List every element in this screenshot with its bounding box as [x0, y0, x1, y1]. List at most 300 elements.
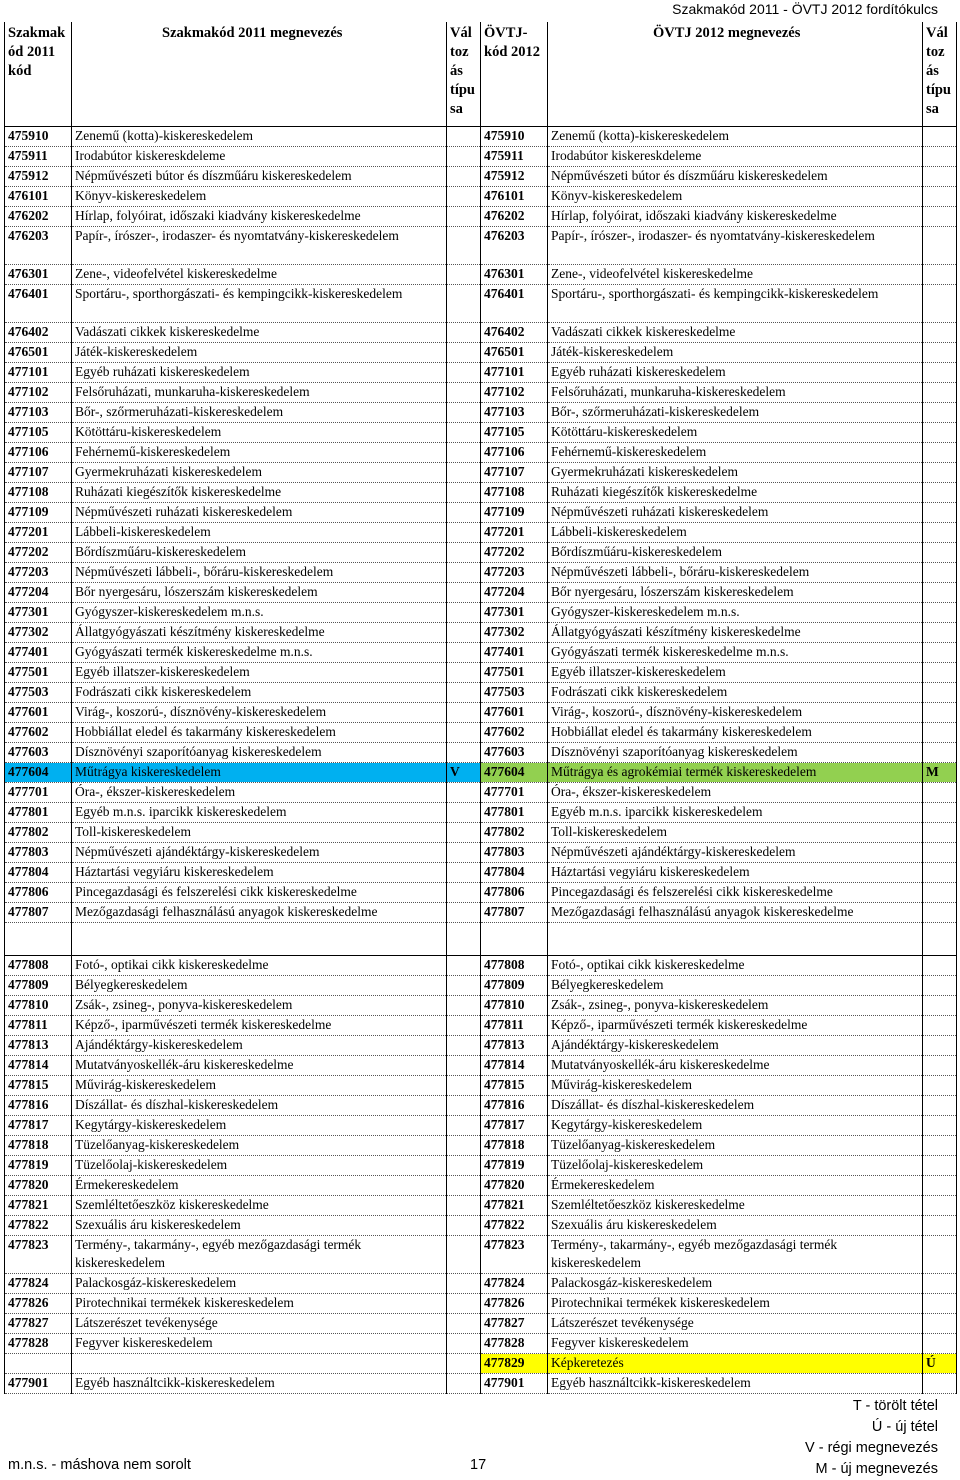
header-name-2012: ÖVTJ 2012 megnevezés: [548, 22, 923, 126]
table-row: [5, 502, 957, 522]
change-2011-cell: [447, 602, 481, 622]
change-2012-cell: [923, 482, 957, 502]
code-2011-cell: 477806: [5, 882, 72, 902]
name-2011-cell: Hobbiállat eledel és takarmány kiskereskedelem: [72, 722, 447, 742]
change-2011-cell: [447, 562, 481, 582]
code-2012-cell: 477101: [481, 362, 548, 382]
change-2011-cell: [447, 1035, 481, 1055]
name-2011-cell: Könyv-kiskereskedelem: [72, 186, 447, 206]
table-row: [5, 1353, 957, 1373]
code-2012-cell: 477826: [481, 1293, 548, 1313]
name-2011-cell: Egyéb illatszer-kiskereskedelem: [72, 662, 447, 682]
change-2011-cell: [447, 166, 481, 186]
change-2011-cell: [447, 1075, 481, 1095]
name-2011-cell: Népművészeti bútor és díszműáru kiskereskedelem: [72, 166, 447, 186]
change-2012-cell: [923, 1055, 957, 1075]
name-2011-cell: Fegyver kiskereskedelem: [72, 1333, 447, 1353]
code-2012-cell: 477203: [481, 562, 548, 582]
change-2012-cell: [923, 1333, 957, 1353]
name-2012-cell: Fehérnemű-kiskereskedelem: [548, 442, 923, 462]
name-2012-cell: Tüzelőolaj-kiskereskedelem: [548, 1155, 923, 1175]
change-2012-cell: [923, 602, 957, 622]
change-2011-cell: [447, 362, 481, 382]
code-2012-cell: 477806: [481, 882, 548, 902]
name-2012-cell: Állatgyógyászati készítmény kiskereskedelme: [548, 622, 923, 642]
change-2011-cell: [447, 1155, 481, 1175]
code-2011-cell: 477107: [5, 462, 72, 482]
name-2011-cell: Zene-, videofelvétel kiskereskedelme: [72, 264, 447, 284]
code-2012-cell: 476202: [481, 206, 548, 226]
table-body-part-1: [5, 126, 957, 922]
code-2011-cell: 475910: [5, 126, 72, 146]
change-2011-cell: [447, 975, 481, 995]
page-number: 17: [470, 1457, 487, 1473]
change-2012-cell: [923, 1155, 957, 1175]
table-row: [5, 1273, 957, 1293]
name-2012-cell: Egyéb illatszer-kiskereskedelem: [548, 662, 923, 682]
name-2011-cell: Sportáru-, sporthorgászati- és kempingcikk-kiskereskedelem: [72, 284, 447, 322]
code-2012-cell: 477810: [481, 995, 548, 1015]
change-2012-cell: [923, 995, 957, 1015]
change-2012-cell: Ú: [923, 1353, 957, 1373]
name-2011-cell: Fodrászati cikk kiskereskedelem: [72, 682, 447, 702]
code-2011-cell: 477202: [5, 542, 72, 562]
table-row: [5, 902, 957, 922]
change-2012-cell: [923, 342, 957, 362]
table-row: [5, 702, 957, 722]
name-2011-cell: Lábbeli-kiskereskedelem: [72, 522, 447, 542]
change-2011-cell: [447, 1095, 481, 1115]
name-2012-cell: Népművészeti lábbeli-, bőráru-kiskereskedelem: [548, 562, 923, 582]
table-row: [5, 602, 957, 622]
name-2012-cell: Zene-, videofelvétel kiskereskedelme: [548, 264, 923, 284]
name-2012-cell: Irodabútor kiskereskdeleme: [548, 146, 923, 166]
change-2011-cell: [447, 1195, 481, 1215]
name-2011-cell: Szemléltetőeszköz kiskereskedelme: [72, 1195, 447, 1215]
header-code-2012: ÖVTJ- kód 2012: [481, 22, 548, 126]
code-2011-cell: 477204: [5, 582, 72, 602]
change-2012-cell: [923, 1175, 957, 1195]
name-2012-cell: Vadászati cikkek kiskereskedelme: [548, 322, 923, 342]
code-2011-cell: 477701: [5, 782, 72, 802]
code-2012-cell: 477503: [481, 682, 548, 702]
table-row: [5, 1135, 957, 1155]
name-2012-cell: Kötöttáru-kiskereskedelem: [548, 422, 923, 442]
name-2012-cell: Látszerészet tevékenysége: [548, 1313, 923, 1333]
name-2011-cell: Szexuális áru kiskereskedelem: [72, 1215, 447, 1235]
code-2011-cell: 477823: [5, 1235, 72, 1273]
code-2011-cell: 477503: [5, 682, 72, 702]
name-2012-cell: Gyógyszer-kiskereskedelem m.n.s.: [548, 602, 923, 622]
table-row: [5, 264, 957, 284]
change-2011-cell: [447, 582, 481, 602]
code-2012-cell: 477102: [481, 382, 548, 402]
change-2012-cell: [923, 226, 957, 264]
change-2012-cell: [923, 362, 957, 382]
code-2012-cell: 477107: [481, 462, 548, 482]
name-2012-cell: Műtrágya és agrokémiai termék kiskereskedelem: [548, 762, 923, 782]
name-2012-cell: Dísznövényi szaporítóanyag kiskereskedelem: [548, 742, 923, 762]
code-2012-cell: 477816: [481, 1095, 548, 1115]
code-2012-cell: 477818: [481, 1135, 548, 1155]
change-2012-cell: [923, 1015, 957, 1035]
name-2012-cell: Díszállat- és díszhal-kiskereskedelem: [548, 1095, 923, 1115]
name-2012-cell: Mutatványoskellék-áru kiskereskedelme: [548, 1055, 923, 1075]
table-row: [5, 1035, 957, 1055]
name-2011-cell: Mezőgazdasági felhasználású anyagok kiskereskedelme: [72, 902, 447, 922]
code-2012-cell: 476301: [481, 264, 548, 284]
name-2011-cell: Toll-kiskereskedelem: [72, 822, 447, 842]
name-2011-cell: Gyógyszer-kiskereskedelem m.n.s.: [72, 602, 447, 622]
code-2012-cell: 477814: [481, 1055, 548, 1075]
name-2012-cell: Játék-kiskereskedelem: [548, 342, 923, 362]
name-2011-cell: Felsőruházati, munkaruha-kiskereskedelem: [72, 382, 447, 402]
code-2011-cell: 476401: [5, 284, 72, 322]
change-2012-cell: [923, 1195, 957, 1215]
name-2011-cell: Bélyegkereskedelem: [72, 975, 447, 995]
name-2012-cell: Fegyver kiskereskedelem: [548, 1333, 923, 1353]
table-row: [5, 126, 957, 146]
table-row: [5, 342, 957, 362]
change-2011-cell: [447, 902, 481, 922]
code-2011-cell: 477604: [5, 762, 72, 782]
name-2012-cell: Zsák-, zsineg-, ponyva-kiskereskedelem: [548, 995, 923, 1015]
name-2012-cell: Szemléltetőeszköz kiskereskedelme: [548, 1195, 923, 1215]
table-row: [5, 842, 957, 862]
code-2012-cell: 477105: [481, 422, 548, 442]
change-2012-cell: [923, 542, 957, 562]
code-2012-cell: 477824: [481, 1273, 548, 1293]
change-2011-cell: [447, 1273, 481, 1293]
change-2011-cell: [447, 1055, 481, 1075]
name-2011-cell: Népművészeti lábbeli-, bőráru-kiskereskedelem: [72, 562, 447, 582]
code-2011-cell: 477818: [5, 1135, 72, 1155]
code-2012-cell: 477801: [481, 802, 548, 822]
legend-deleted: T - törölt tétel: [852, 1398, 938, 1414]
change-2011-cell: [447, 882, 481, 902]
name-2011-cell: Óra-, ékszer-kiskereskedelem: [72, 782, 447, 802]
change-2011-cell: V: [447, 762, 481, 782]
name-2012-cell: Pincegazdasági és felszerelési cikk kiskereskedelme: [548, 882, 923, 902]
code-2011-cell: 477807: [5, 902, 72, 922]
change-2011-cell: [447, 662, 481, 682]
name-2012-cell: Sportáru-, sporthorgászati- és kempingcikk-kiskereskedelem: [548, 284, 923, 322]
code-2012-cell: 477302: [481, 622, 548, 642]
name-2011-cell: Díszállat- és díszhal-kiskereskedelem: [72, 1095, 447, 1115]
code-2012-cell: 477108: [481, 482, 548, 502]
table-page-gap: [5, 922, 957, 955]
change-2011-cell: [447, 1333, 481, 1353]
change-2011-cell: [447, 322, 481, 342]
name-2011-cell: Fotó-, optikai cikk kiskereskedelme: [72, 955, 447, 975]
code-2012-cell: 477821: [481, 1195, 548, 1215]
table-row: [5, 322, 957, 342]
change-2012-cell: [923, 1135, 957, 1155]
code-2012-cell: 477828: [481, 1333, 548, 1353]
legend: [805, 1396, 938, 1480]
change-2012-cell: [923, 126, 957, 146]
change-2011-cell: [447, 264, 481, 284]
code-2011-cell: 477814: [5, 1055, 72, 1075]
name-2012-cell: Bőr-, szőrmeruházati-kiskereskedelem: [548, 402, 923, 422]
code-2012-cell: 477601: [481, 702, 548, 722]
code-2011-cell: 477828: [5, 1333, 72, 1353]
table-row: [5, 742, 957, 762]
name-2012-cell: Hobbiállat eledel és takarmány kiskereskedelem: [548, 722, 923, 742]
name-2012-cell: Képkeretezés: [548, 1353, 923, 1373]
change-2011-cell: [447, 642, 481, 662]
name-2012-cell: Bélyegkereskedelem: [548, 975, 923, 995]
change-2012-cell: [923, 1095, 957, 1115]
code-2011-cell: 477811: [5, 1015, 72, 1035]
change-2012-cell: [923, 206, 957, 226]
code-2012-cell: 475910: [481, 126, 548, 146]
name-2012-cell: Művirág-kiskereskedelem: [548, 1075, 923, 1095]
code-2011-cell: 477817: [5, 1115, 72, 1135]
code-2011-cell: 477815: [5, 1075, 72, 1095]
name-2011-cell: Állatgyógyászati készítmény kiskereskedelme: [72, 622, 447, 642]
change-2011-cell: [447, 622, 481, 642]
change-2011-cell: [447, 742, 481, 762]
table-row: [5, 166, 957, 186]
change-2011-cell: [447, 382, 481, 402]
name-2012-cell: Gyógyászati termék kiskereskedelme m.n.s.: [548, 642, 923, 662]
change-2012-cell: [923, 955, 957, 975]
table-row: [5, 482, 957, 502]
change-2012-cell: [923, 1235, 957, 1273]
change-2011-cell: [447, 1175, 481, 1195]
name-2011-cell: Művirág-kiskereskedelem: [72, 1075, 447, 1095]
name-2012-cell: Ruházati kiegészítők kiskereskedelme: [548, 482, 923, 502]
change-2012-cell: [923, 662, 957, 682]
change-2012-cell: [923, 382, 957, 402]
change-2011-cell: [447, 682, 481, 702]
code-2012-cell: 477807: [481, 902, 548, 922]
table-row: [5, 1055, 957, 1075]
code-2012-cell: 477301: [481, 602, 548, 622]
code-2011-cell: [5, 1353, 72, 1373]
code-2011-cell: 477102: [5, 382, 72, 402]
name-2011-cell: Gyógyászati termék kiskereskedelme m.n.s.: [72, 642, 447, 662]
code-2012-cell: 477815: [481, 1075, 548, 1095]
header-change-2012: Vál toz ás típu sa: [923, 22, 957, 126]
name-2011-cell: Egyéb használtcikk-kiskereskedelem: [72, 1373, 447, 1393]
code-2012-cell: 477109: [481, 502, 548, 522]
code-2012-cell: 476401: [481, 284, 548, 322]
code-2011-cell: 475911: [5, 146, 72, 166]
name-2011-cell: Palackosgáz-kiskereskedelem: [72, 1273, 447, 1293]
name-2011-cell: Irodabútor kiskereskdeleme: [72, 146, 447, 166]
change-2012-cell: [923, 822, 957, 842]
name-2012-cell: Lábbeli-kiskereskedelem: [548, 522, 923, 542]
name-2012-cell: Egyéb ruházati kiskereskedelem: [548, 362, 923, 382]
code-2011-cell: 477804: [5, 862, 72, 882]
change-2012-cell: [923, 862, 957, 882]
name-2011-cell: Pincegazdasági és felszerelési cikk kiskereskedelme: [72, 882, 447, 902]
name-2011-cell: Vadászati cikkek kiskereskedelme: [72, 322, 447, 342]
change-2012-cell: M: [923, 762, 957, 782]
name-2012-cell: Népművészeti ruházati kiskereskedelem: [548, 502, 923, 522]
code-2012-cell: 477501: [481, 662, 548, 682]
code-2012-cell: 477802: [481, 822, 548, 842]
change-2011-cell: [447, 186, 481, 206]
table-row: [5, 402, 957, 422]
name-2012-cell: Toll-kiskereskedelem: [548, 822, 923, 842]
table-row: [5, 186, 957, 206]
table-row: [5, 682, 957, 702]
code-2012-cell: 476203: [481, 226, 548, 264]
code-2011-cell: 477106: [5, 442, 72, 462]
name-2012-cell: Népművészeti ajándéktárgy-kiskereskedelem: [548, 842, 923, 862]
code-2011-cell: 477810: [5, 995, 72, 1015]
change-2012-cell: [923, 742, 957, 762]
table-row: [5, 995, 957, 1015]
header-code-2011: Szakmak ód 2011 kód: [5, 22, 72, 126]
name-2012-cell: Gyermekruházati kiskereskedelem: [548, 462, 923, 482]
name-2011-cell: Virág-, koszorú-, dísznövény-kiskereskedelem: [72, 702, 447, 722]
change-2012-cell: [923, 1035, 957, 1055]
code-2011-cell: 477802: [5, 822, 72, 842]
code-2011-cell: 477820: [5, 1175, 72, 1195]
table-row: [5, 382, 957, 402]
change-2011-cell: [447, 226, 481, 264]
change-2012-cell: [923, 722, 957, 742]
change-2012-cell: [923, 975, 957, 995]
name-2011-cell: Egyéb m.n.s. iparcikk kiskereskedelem: [72, 802, 447, 822]
table-row: [5, 1235, 957, 1273]
name-2011-cell: Pirotechnikai termékek kiskereskedelem: [72, 1293, 447, 1313]
change-2011-cell: [447, 1235, 481, 1273]
table-row: [5, 226, 957, 264]
code-2012-cell: 477819: [481, 1155, 548, 1175]
table-row: [5, 782, 957, 802]
name-2011-cell: Tüzelőolaj-kiskereskedelem: [72, 1155, 447, 1175]
change-2012-cell: [923, 402, 957, 422]
name-2011-cell: Egyéb ruházati kiskereskedelem: [72, 362, 447, 382]
name-2012-cell: Termény-, takarmány-, egyéb mezőgazdasági termék kiskereskedelem: [548, 1235, 923, 1273]
table-row: [5, 1015, 957, 1035]
table-header-row: [5, 22, 957, 126]
code-2012-cell: 477603: [481, 742, 548, 762]
code-2012-cell: 477809: [481, 975, 548, 995]
name-2012-cell: Szexuális áru kiskereskedelem: [548, 1215, 923, 1235]
table-row: [5, 1195, 957, 1215]
code-2011-cell: 477822: [5, 1215, 72, 1235]
code-2012-cell: 477811: [481, 1015, 548, 1035]
change-2011-cell: [447, 342, 481, 362]
change-2012-cell: [923, 702, 957, 722]
change-2012-cell: [923, 562, 957, 582]
table-row: [5, 1075, 957, 1095]
code-2011-cell: 477901: [5, 1373, 72, 1393]
table-row: [5, 802, 957, 822]
code-2012-cell: 477817: [481, 1115, 548, 1135]
change-2011-cell: [447, 1373, 481, 1393]
name-2012-cell: Virág-, koszorú-, dísznövény-kiskereskedelem: [548, 702, 923, 722]
change-2011-cell: [447, 1135, 481, 1155]
change-2011-cell: [447, 702, 481, 722]
name-2012-cell: Palackosgáz-kiskereskedelem: [548, 1273, 923, 1293]
code-2012-cell: 477804: [481, 862, 548, 882]
table-row: [5, 662, 957, 682]
name-2012-cell: Bőrdíszműáru-kiskereskedelem: [548, 542, 923, 562]
name-2012-cell: Kegytárgy-kiskereskedelem: [548, 1115, 923, 1135]
code-2012-cell: 477204: [481, 582, 548, 602]
change-2012-cell: [923, 522, 957, 542]
change-2012-cell: [923, 186, 957, 206]
change-2012-cell: [923, 322, 957, 342]
name-2012-cell: Tüzelőanyag-kiskereskedelem: [548, 1135, 923, 1155]
table-row: [5, 975, 957, 995]
legend-old-name: V - régi megnevezés: [805, 1440, 938, 1456]
change-2011-cell: [447, 422, 481, 442]
code-2012-cell: 477822: [481, 1215, 548, 1235]
change-2011-cell: [447, 284, 481, 322]
name-2011-cell: Műtrágya kiskereskedelem: [72, 762, 447, 782]
name-2011-cell: Papír-, írószer-, irodaszer- és nyomtatvány-kiskereskedelem: [72, 226, 447, 264]
change-2012-cell: [923, 842, 957, 862]
legend-new: Ú - új tétel: [871, 1419, 938, 1435]
change-2012-cell: [923, 462, 957, 482]
name-2011-cell: Fehérnemű-kiskereskedelem: [72, 442, 447, 462]
change-2012-cell: [923, 902, 957, 922]
code-2011-cell: 475912: [5, 166, 72, 186]
code-2011-cell: 476301: [5, 264, 72, 284]
document-title: Szakmakód 2011 - ÖVTJ 2012 fordítókulcs: [672, 1, 938, 17]
code-2011-cell: 477501: [5, 662, 72, 682]
name-2011-cell: Bőr nyergesáru, lószerszám kiskereskedelem: [72, 582, 447, 602]
change-2012-cell: [923, 1215, 957, 1235]
change-2012-cell: [923, 622, 957, 642]
table-row: [5, 722, 957, 742]
table-row: [5, 206, 957, 226]
code-2011-cell: 477801: [5, 802, 72, 822]
code-2011-cell: 477201: [5, 522, 72, 542]
change-2011-cell: [447, 402, 481, 422]
table-row: [5, 1215, 957, 1235]
name-2012-cell: Pirotechnikai termékek kiskereskedelem: [548, 1293, 923, 1313]
code-2011-cell: 477808: [5, 955, 72, 975]
name-2011-cell: Ajándéktárgy-kiskereskedelem: [72, 1035, 447, 1055]
change-2011-cell: [447, 802, 481, 822]
code-2011-cell: 477105: [5, 422, 72, 442]
name-2011-cell: Háztartási vegyiáru kiskereskedelem: [72, 862, 447, 882]
change-2011-cell: [447, 782, 481, 802]
name-2012-cell: Népművészeti bútor és díszműáru kiskereskedelem: [548, 166, 923, 186]
name-2011-cell: Népművészeti ajándéktárgy-kiskereskedelem: [72, 842, 447, 862]
code-2012-cell: 477401: [481, 642, 548, 662]
code-2011-cell: 476202: [5, 206, 72, 226]
change-2011-cell: [447, 442, 481, 462]
code-2012-cell: 477201: [481, 522, 548, 542]
code-2011-cell: 477203: [5, 562, 72, 582]
code-2011-cell: 477824: [5, 1273, 72, 1293]
name-2011-cell: Tüzelőanyag-kiskereskedelem: [72, 1135, 447, 1155]
code-2011-cell: 477109: [5, 502, 72, 522]
change-2011-cell: [447, 502, 481, 522]
name-2011-cell: Bőr-, szőrmeruházati-kiskereskedelem: [72, 402, 447, 422]
code-2012-cell: 477823: [481, 1235, 548, 1273]
header-name-2011: Szakmakód 2011 megnevezés: [72, 22, 447, 126]
code-2011-cell: 477827: [5, 1313, 72, 1333]
change-2012-cell: [923, 1115, 957, 1135]
table-row: [5, 1373, 957, 1393]
name-2012-cell: Óra-, ékszer-kiskereskedelem: [548, 782, 923, 802]
code-2012-cell: 476501: [481, 342, 548, 362]
code-2012-cell: 476101: [481, 186, 548, 206]
change-2011-cell: [447, 1015, 481, 1035]
name-2011-cell: Bőrdíszműáru-kiskereskedelem: [72, 542, 447, 562]
